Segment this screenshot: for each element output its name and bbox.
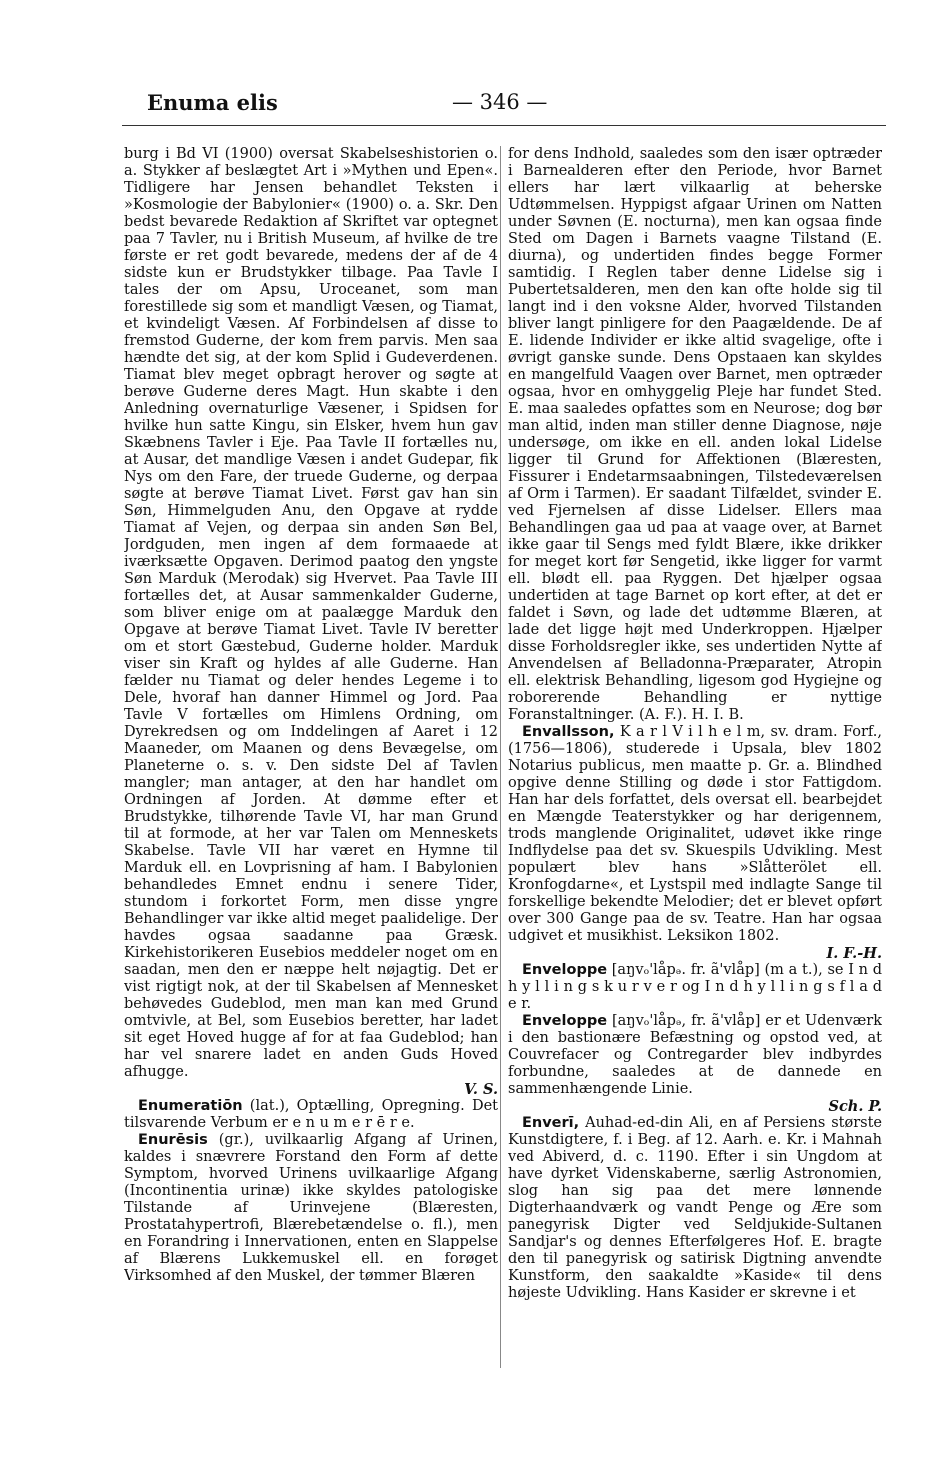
column-divider — [500, 146, 501, 1368]
page-number: — 346 — — [452, 90, 548, 114]
entry-headword: Envallsson, — [522, 724, 615, 740]
author-signature: Sch. P. — [828, 1098, 882, 1115]
entry-envallsson — [508, 724, 882, 962]
entry-continuation — [124, 146, 498, 1098]
page-header — [122, 86, 886, 126]
left-column — [124, 146, 498, 1366]
entry-headword: Enverī, — [522, 1115, 580, 1131]
entry-text: for dens Indhold, saaledes som den især optræder i Barnealderen efter den Periode, hvor Barnet ellers har lært vilkaarlig at beherske Udtømmelsen. Hyppigst afgaar Urinen om Natten under Søvnen (E. nocturna), men kan ogsaa finde Sted om Dagen i Barnets vaagne Tilstand (E. diurna), og undertiden findes begge Former samtidig. I Reglen taber denne Lidelse sig i Pubertetsalderen, men den kan ofte holde sig til langt ind i den voksne Alder, hvorved Tilstanden bliver langt pinligere for den Paagældende. De af E. lidende Individer er ikke altid svagelige, ofte i øvrigt ganske sunde. Dens Opstaaen kan skyldes en mangelfuld Vaagen over Barnet, men optræder ogsaa, hvor en omhyggelig Pleje har fundet Sted. E. maa saaledes opfattes som en Neurose; dog bør man altid, inden man stiller denne Diagnose, nøje undersøge, om ikke en ell. anden lokal Lidelse ligger til Grund for Affektionen (Blæresten, Fissurer i Endetarmsaabningen, Tilstedeværelsen af Orm i Tarmen). Er saadant Tilfældet, svinder E. ved Fjernelsen af disse Lidelser. Ellers maa Behandlingen gaa ud paa at vaage over, at Barnet ikke gaar til Sengs med fyldt Blære, ikke drikker for meget kort før Sengetid, ikke ligger for varmt ell. blødt ell. paa Ryggen. Det hjælper ogsaa undertiden at tage Barnet op kort efter, at det er faldet i Søvn, og lade det udtømme Blæren, at lade det ligge højt med Underkroppen. Hjælper disse Forholdsregler ikke, ses undertiden Nytte af Anvendelsen af Belladonna-Præparater, Atropin ell. elektrisk Behandling, ligesom god Hygiejne og roborerende Behandling er nyttige Foranstaltninger. (A. F.). H. I. B. — [508, 146, 882, 723]
entry-headword: Enveloppe — [522, 962, 608, 978]
entry-headword: Enumeratiōn — [138, 1098, 243, 1114]
entry-text: K a r l V i l h e l m, sv. dram. Forf., (1756—1806), studerede i Upsala, blev 1802 Notarius publicus, men maatte p. Gr. a. Blindhed opgive denne Stilling og døde i stor Fattigdom. Han har dels forfattet, dels oversat ell. bearbejdet en Mængde Teaterstykker og har derigennem, trods manglende Originalitet, udøvet ikke ringe Indflydelse paa det sv. Skuespils Udvikling. Mest populært blev hans »Slåtterölet ell. Kronfogdarne«, et Lystspil med indlagte Sange til forskellige bekendte Melodier; det er blevet opført over 300 Gange paa de sv. Teatre. Han har ogsaa udgivet et musikhist. Leksikon 1802. — [508, 724, 882, 944]
entry-continuation — [508, 146, 882, 724]
author-signature: I. F.-H. — [826, 945, 882, 962]
entry-enuresis — [124, 1132, 498, 1285]
running-headword: Enuma elis — [147, 90, 278, 115]
author-signature: V. S. — [464, 1081, 498, 1098]
header-rule — [122, 125, 886, 126]
entry-text: (lat.), Optælling, Opregning. Det tilsvarende Verbum er e n u m e r ē r e. — [124, 1098, 498, 1131]
entry-enveloppe-math — [508, 962, 882, 1013]
entry-enveloppe-fortification — [508, 1013, 882, 1115]
entry-headword: Enveloppe — [522, 1013, 608, 1029]
entry-text: [aŋvₒ'låpₔ. fr. ã'vlåp] (m a t.), se I n d h y l l i n g s k u r v e r og I n d h y l l i n g s f l a d e r. — [508, 962, 882, 1012]
entry-text: [aŋvₒ'låpₔ, fr. ã'vlåp] er et Udenværk i den bastionære Befæstning og opstod ved, at Couvrefacer og Contregarder blev indbyrdes forbundne, saaledes at de dannede en sammenhængende Linie. — [508, 1013, 882, 1097]
entry-headword: Enurēsis — [138, 1132, 208, 1148]
entry-text: burg i Bd VI (1900) oversat Skabelseshistorien o. a. Stykker af beslægtet Art i »Mythen und Epen«. Tidligere har Jensen behandlet Teksten i »Kosmologie der Babylonier« (1900) o. a. Skr. Den bedst bevarede Redaktion af Skriftet var optegnet paa 7 Tavler, nu i British Museum, af hvilke de tre første er ret godt bevarede, medens der af de 4 sidste kun er Brudstykker tilbage. Paa Tavle I tales der om Apsu, Uroceanet, som man forestillede sig som et mandligt Væsen, og Tiamat, et kvindeligt Væsen. Af Forbindelsen af disse to fremstod Guderne, der kom frem parvis. Men saa hændte det sig, at der kom Splid i Gudeverdenen. Tiamat blev meget opbragt herover og søgte at berøve Guderne deres Magt. Hun skabte i den Anledning overnaturlige Væsener, i Spidsen for hvilke hun satte Kingu, sin Elsker, hvem hun gav Skæbnens Tavler i Eje. Paa Tavle II fortælles nu, at Ausar, det mandlige Væsen i andet Gudepar, fik Nys om den Fare, der truede Guderne, og derpaa søgte at berøve Tiamat Livet. Først gav han sin Søn, Himmelguden Anu, den Opgave at rydde Tiamat af Vejen, og derpaa sin anden Søn Bel, Jordguden, men ingen af dem formaaede at iværksætte Opgaven. Derimod paatog den yngste Søn Marduk (Merodak) sig Hvervet. Paa Tavle III fortælles det, at Ausar sammenkalder Guderne, som bliver enige om at paalægge Marduk den Opgave at berøve Tiamat Livet. Tavle IV beretter om et stort Gæstebud, Guderne holder. Marduk viser sin Kraft og hyldes af alle Guderne. Han fælder nu Tiamat og deler hendes Legeme i to Dele, hvoraf han danner Himmel og Jord. Paa Tavle V fortælles om Himlens Ordning, om Dyrekredsen og om Inddelingen af Aaret i 12 Maaneder, om Maanen og dens Bevægelse, om Planeterne o. s. v. Den sidste Del af Tavlen mangler; man antager, at den har handlet om Ordningen af Jorden. At dømme efter et Brudstykke, tilhørende Tavle VI, har man Grund til at formode, at her var Talen om Menneskets Skabelse. Tavle VII har været en Hymne til Marduk ell. en Lovprisning af ham. I Babylonien behandledes Emnet endnu i senere Tider, stundom i forkortet Form, men disse yngre Behandlinger var ikke altid meget paalidelige. Der havdes ogsaa saadanne paa Græsk. Kirkehistorikeren Eusebios meddeler noget om en saadan, men den er næppe helt nøjagtig. Det er vist rigtigt nok, at der til Skabelsen af Mennesket behøvedes Gudeblod, men man kan med Grund omtvivle, at Bel, som Eusebios beretter, har ladet sit eget Hoved hugge af for at faa Gudeblod; han har vel snarere ladet en anden Guds Hoved afhugge. — [124, 146, 498, 1080]
entry-text: Auhad-ed-din Ali, en af Persiens største Kunstdigtere, f. i Beg. af 12. Aarh. e. Kr. i Mahnah ved Abiverd, d. c. 1190. Efter i sin Ungdom at have dyrket Videnskaberne, særlig Astronomien, slog han sig paa det mere lønnende Digterhaandværk og vandt Penge og Ære som panegyrisk Digter ved Seldjukide-Sultanen Sandjar's og dennes Efterfølgeres Hof. E. bragte den til panegyrisk og satirisk Digtning anvendte Kunstform, den saakaldte »Kaside« til dens højeste Udvikling. Hans Kasider er skrevne i et — [508, 1115, 882, 1301]
right-column — [508, 146, 882, 1366]
entry-enveri — [508, 1115, 882, 1302]
entry-enumeration — [124, 1098, 498, 1132]
entry-text: (gr.), uvilkaarlig Afgang af Urinen, kaldes i snævrere Forstand den Form af dette Symptom, hvorved Urinens uvilkaarlige Afgang (Incontinentia urinæ) ikke skyldes patologiske Tilstande af Urinvejene (Blæresten, Prostatahypertrofi, Blærebetændelse o. fl.), men en Forandring i Innervationen, enten en Slappelse af Blærens Lukkemuskel ell. en forøget Virksomhed af den Muskel, der tømmer Blæren — [124, 1132, 498, 1284]
